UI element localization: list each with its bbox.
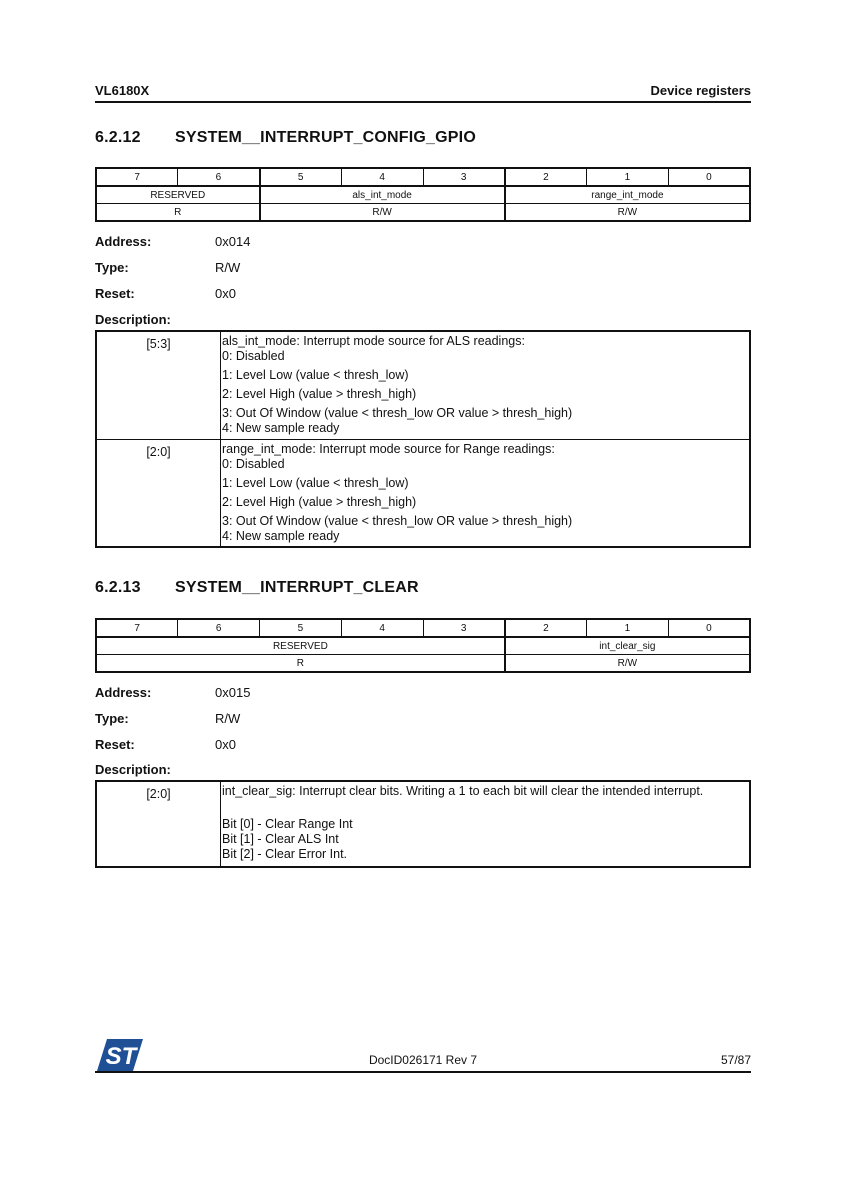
bit-range-cell: [2:0] [96,781,221,867]
svg-text:ST: ST [105,1043,137,1070]
bit-cell: 3 [423,619,505,637]
description-cell [221,439,751,547]
description-line: als_int_mode: Interrupt mode source for ALS readings: [222,334,525,348]
description-cell [221,781,751,867]
section-heading-6213 [95,579,419,597]
type-label: Type: [95,260,129,275]
description-line: 0: Disabled [222,349,285,363]
type-value: R/W [215,260,241,275]
bit-cell: 6 [178,619,260,637]
bit-cell: 0 [668,168,750,186]
description-label: Description: [95,312,171,327]
field-access-row [96,655,750,673]
footer-page-number: 57/87 [720,1053,751,1067]
description-table-2 [95,780,751,868]
bit-cell: 1 [587,168,669,186]
field-access-row [96,204,750,222]
description-line: 2: Level High (value > thresh_high) [222,494,417,509]
description-line: 3: Out Of Window (value < thresh_low OR value > thresh_high) [222,406,573,420]
bit-cell: 7 [96,168,178,186]
field-name-row [96,186,750,204]
reset-label: Reset: [95,737,135,752]
description-line: 2: Level High (value > thresh_high) [222,387,417,401]
description-table-1 [95,330,751,548]
description-row [96,331,750,439]
bit-number-row [96,619,750,637]
description-label-row [95,762,215,777]
description-line: 1: Level Low (value < thresh_low) [222,368,409,382]
field-access-cell: R/W [505,655,750,673]
field-access-cell: R [96,204,260,222]
address-label: Address: [95,685,152,700]
type-label: Type: [95,711,129,726]
bit-cell: 0 [668,619,750,637]
footer-doc-id: DocID026171 Rev 7 [368,1053,478,1067]
reset-value: 0x0 [215,737,236,752]
type-row [95,260,240,275]
field-access-cell: R [96,655,505,673]
bit-cell: 2 [505,619,587,637]
field-name-cell: als_int_mode [260,186,505,204]
bit-range-cell: [5:3] [96,331,221,439]
description-label-row [95,312,215,327]
bit-cell: 5 [260,168,342,186]
description-line: 0: Disabled [222,456,285,471]
description-cell [221,331,751,439]
reset-value: 0x0 [215,286,236,301]
address-row [95,234,250,249]
bit-cell: 4 [341,619,423,637]
reset-label: Reset: [95,286,135,301]
bit-range-cell: [2:0] [96,439,221,547]
description-line: int_clear_sig: Interrupt clear bits. Writing a 1 to each bit will clear the intended interrupt. [222,784,704,798]
bit-cell: 3 [423,168,505,186]
section-title: SYSTEM__INTERRUPT_CLEAR [175,579,419,596]
section-number: 6.2.13 [95,579,141,596]
type-value: R/W [215,711,241,726]
description-line: 4: New sample ready [222,421,340,435]
address-row [95,685,250,700]
description-line: 4: New sample ready [222,528,340,543]
description-line: 1: Level Low (value < thresh_low) [222,475,409,490]
description-line: Bit [0] - Clear Range Int [222,817,353,831]
description-row [96,781,750,867]
section-heading-6212 [95,129,476,147]
field-name-cell: RESERVED [96,186,260,204]
description-line: range_int_mode: Interrupt mode source for Range readings: [222,441,555,456]
bit-cell: 4 [341,168,423,186]
bit-cell: 5 [260,619,342,637]
bit-cell: 7 [96,619,178,637]
description-line: 3: Out Of Window (value < thresh_low OR value > thresh_high) [222,513,573,528]
field-name-row [96,637,750,655]
footer-rule [95,1071,751,1073]
type-row [95,711,240,726]
reset-row [95,286,236,301]
header-product-name: VL6180X [95,83,150,98]
section-number: 6.2.12 [95,129,141,146]
bit-cell: 6 [178,168,260,186]
section-title: SYSTEM__INTERRUPT_CONFIG_GPIO [175,129,476,146]
bit-number-row [96,168,750,186]
field-name-cell: int_clear_sig [505,637,750,655]
field-access-cell: R/W [505,204,750,222]
description-label: Description: [95,762,171,777]
register-bit-table-1 [95,167,751,222]
bit-cell: 1 [587,619,669,637]
bit-cell: 2 [505,168,587,186]
field-name-cell: range_int_mode [505,186,750,204]
register-bit-table-2 [95,618,751,673]
description-line: Bit [1] - Clear ALS Int [222,832,339,846]
address-value: 0x015 [215,685,251,700]
description-row [96,439,750,547]
description-line: Bit [2] - Clear Error Int. [222,847,348,861]
address-value: 0x014 [215,234,251,249]
address-label: Address: [95,234,152,249]
field-access-cell: R/W [260,204,505,222]
header-chapter-title: Device registers [650,83,751,98]
header-rule [95,101,751,103]
field-name-cell: RESERVED [96,637,505,655]
reset-row [95,737,236,752]
